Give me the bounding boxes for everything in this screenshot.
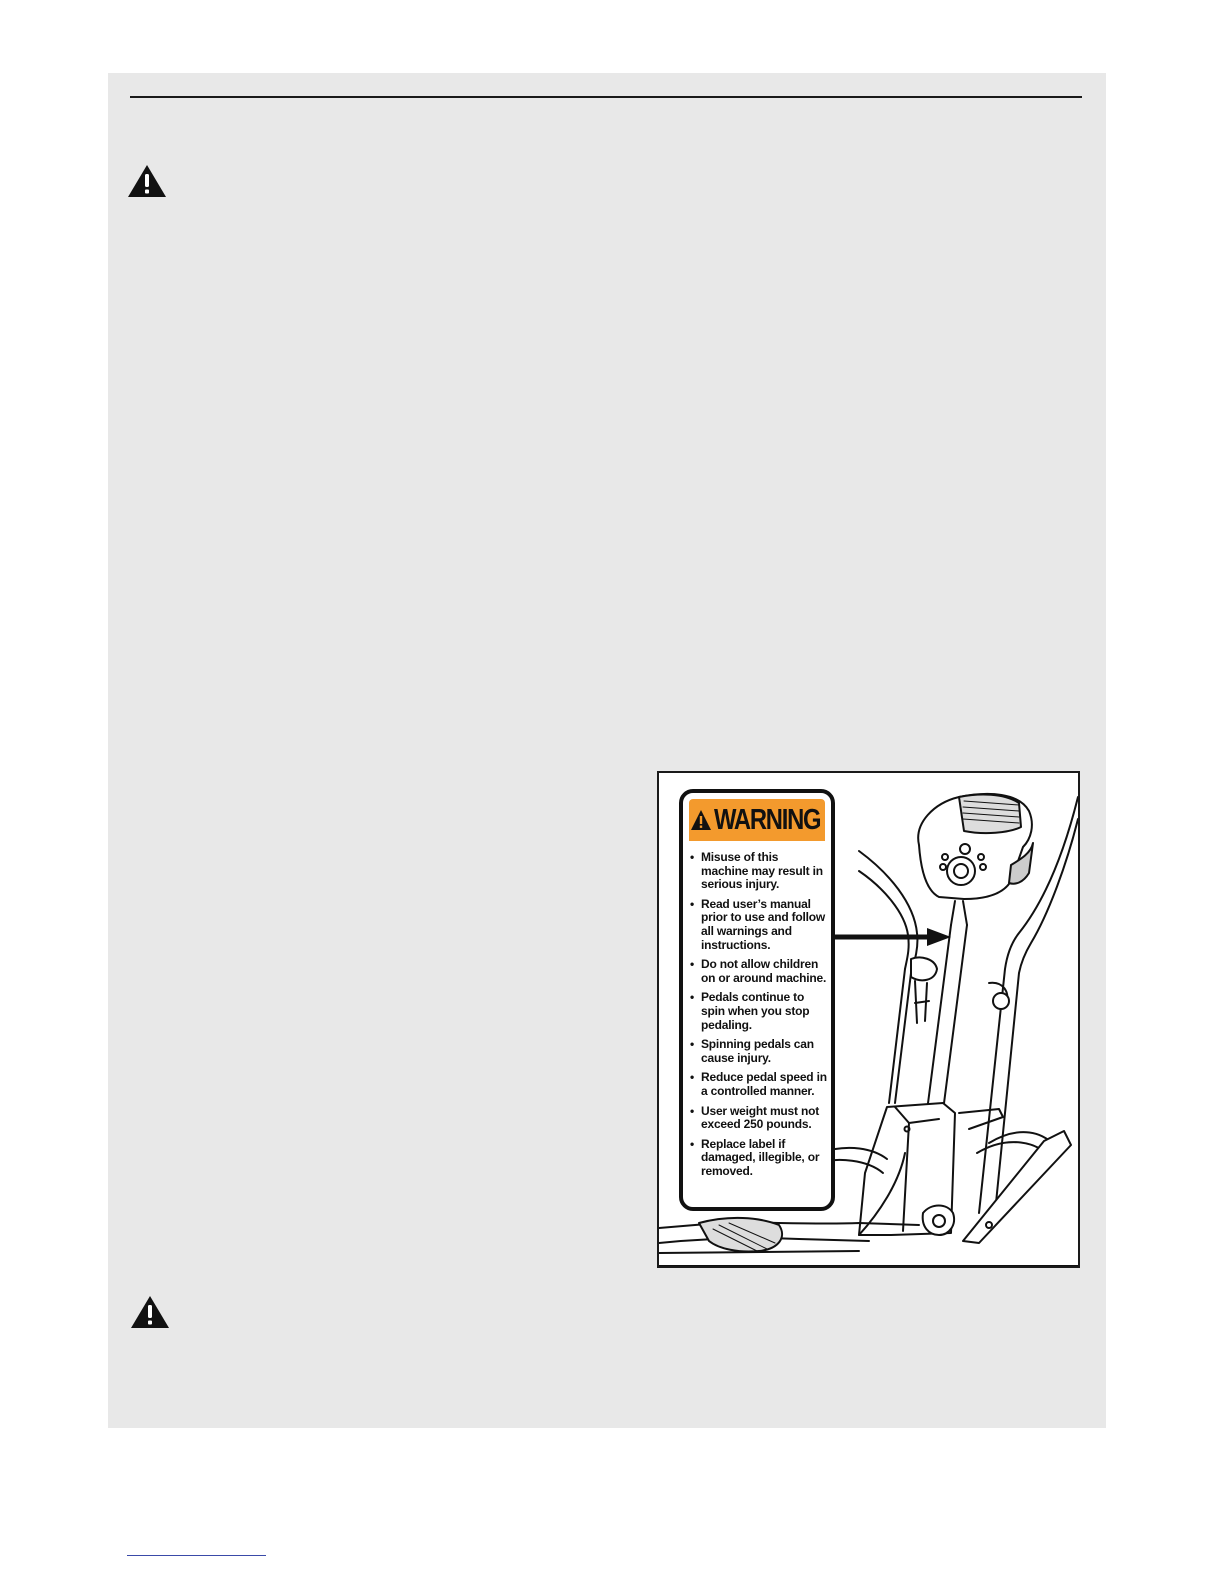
warning-label-header [689, 799, 825, 841]
warning-label [679, 789, 835, 1211]
warning-triangle-icon [690, 809, 712, 831]
warning-label-item: • User weight must not exceed 250 pounds. [689, 1105, 827, 1132]
warning-label-item: • Reduce pedal speed in a controlled manner. [689, 1071, 827, 1098]
arrow-icon [927, 928, 951, 946]
warning-label-item: • Spinning pedals can cause injury. [689, 1038, 827, 1065]
footer-link-underline[interactable] [127, 1555, 266, 1556]
header-rule [130, 96, 1082, 98]
warning-label-list [683, 847, 831, 1178]
warning-label-item: • Replace label if damaged, illegible, or removed. [689, 1138, 827, 1179]
page-panel [108, 73, 1106, 1428]
warning-label-item: • Do not allow children on or around machine. [689, 958, 827, 985]
warning-label-item: • Pedals continue to spin when you stop pedaling. [689, 991, 827, 1032]
warning-triangle-icon [130, 1295, 170, 1329]
warning-label-figure [657, 771, 1080, 1268]
warning-label-item: • Read user’s manual prior to use and follow all warnings and instructions. [689, 898, 827, 952]
warning-triangle-icon [127, 164, 167, 198]
warning-label-title: WARNING [714, 803, 821, 836]
warning-label-item: • Misuse of this machine may result in serious injury. [689, 851, 827, 892]
